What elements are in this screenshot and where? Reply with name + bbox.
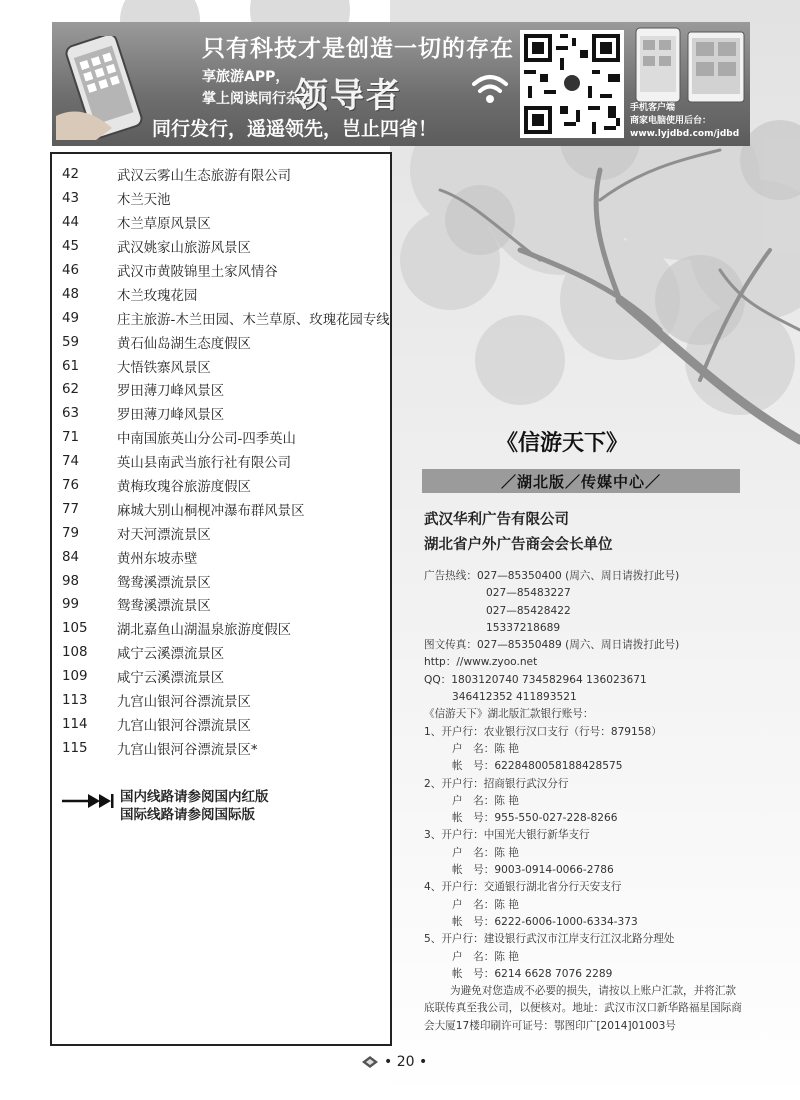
list-item-name: 鸳鸯溪漂流景区 [117, 575, 211, 591]
banner-leader: 领导者 [294, 76, 402, 116]
company-name: 武汉华利广告有限公司 [424, 512, 569, 528]
banner-caption [630, 102, 748, 141]
phone-icon [56, 36, 152, 140]
list-item [52, 617, 390, 641]
list-item-number: 71 [62, 430, 80, 446]
list-item [52, 689, 390, 713]
banner-headline: 只有科技才是创造一切的存在 [202, 36, 514, 62]
list-item-number: 49 [62, 310, 80, 326]
qq-numbers: QQ：1803120740 734582964 136023671 [424, 673, 647, 686]
list-item [52, 712, 390, 736]
list-item-number: 99 [62, 597, 80, 613]
list-item [52, 450, 390, 474]
app-banner[interactable] [52, 22, 750, 146]
bank3-holder: 户 名：陈 艳 [452, 846, 519, 859]
bank4-branch: 4、开户行：交通银行湖北省分行天安支行 [424, 881, 622, 894]
scenic-spot-list [52, 163, 390, 760]
list-item-number: 77 [62, 501, 80, 517]
qq-numbers-2: 346412352 411893521 [452, 691, 577, 704]
list-item [52, 378, 390, 402]
list-item [52, 306, 390, 330]
list-item-number: 98 [62, 573, 80, 589]
list-item-name: 咸宁云溪漂流景区 [117, 647, 225, 663]
list-item-name: 黄石仙岛湖生态度假区 [117, 336, 251, 352]
list-item [52, 736, 390, 760]
bank5-holder: 户 名：陈 艳 [452, 950, 519, 963]
list-item-number: 76 [62, 478, 80, 494]
ad-hotline: 广告热线：027—85350400 (周六、周日请拨打此号) [424, 570, 680, 582]
remittance-notice: 为避免对您造成不必要的损失，请按以上账户汇款，并将汇款底联传真至我公司，以便核对。地址：武汉市汉口新华路福星国际商会大厦17楼印刷许可证号：鄂图印广[2014]01003号 [424, 985, 742, 1032]
list-item-number: 59 [62, 334, 80, 350]
contact-details [424, 568, 746, 1035]
list-item [52, 187, 390, 211]
list-item [52, 330, 390, 354]
list-item [52, 402, 390, 426]
bank5-account: 帐 号：6214 6628 7076 2289 [452, 967, 613, 980]
list-item-name: 武汉云雾山生态旅游有限公司 [117, 169, 292, 185]
caption-backend: 商家电脑使用后台： [630, 116, 712, 126]
list-item-number: 63 [62, 406, 80, 422]
list-item-name: 庄主旅游-木兰田园、木兰草原、玫瑰花园专线 [117, 312, 390, 328]
bank5-branch: 5、开户行：建设银行武汉市江岸支行江汉北路分理处 [424, 933, 675, 946]
list-item-number: 84 [62, 549, 80, 565]
banner-slogan: 同行发行，遥遥领先，岂止四省！ [152, 118, 438, 140]
list-item [52, 569, 390, 593]
list-item-number: 44 [62, 215, 80, 231]
list-item-number: 105 [62, 621, 88, 637]
list-item-name: 英山县南武当旅行社有限公司 [117, 456, 292, 472]
bank4-account: 帐 号：6222-6006-1000-6334-373 [452, 915, 638, 928]
page-number-text: • 20 • [384, 1054, 428, 1070]
list-item [52, 259, 390, 283]
list-item-name: 木兰天池 [117, 193, 171, 209]
bank4-holder: 户 名：陈 艳 [452, 898, 519, 911]
list-item-name: 九宫山银河谷漂流景区 [117, 718, 251, 734]
list-item-number: 109 [62, 669, 88, 685]
bank2-account: 帐 号：955-550-027-228-8266 [452, 812, 618, 825]
qr-code[interactable] [520, 30, 624, 138]
bank3-branch: 3、开户行：中国光大银行新华支行 [424, 829, 590, 842]
fast-forward-arrow-icon [62, 793, 114, 809]
list-item-name: 中南国旅英山分公司-四季英山 [117, 432, 296, 448]
list-item-number: 61 [62, 358, 80, 374]
wifi-icon [470, 72, 510, 104]
website-link[interactable]: http：//www.zyoo.net [424, 656, 538, 669]
bank-accounts-title: 《信游天下》湖北版汇款银行账号： [424, 708, 594, 721]
ad-hotline-3: 027—85428422 [486, 604, 571, 617]
list-item [52, 426, 390, 450]
banner-app-line: 享旅游APP， [202, 69, 290, 85]
route-note [62, 788, 269, 824]
list-item-number: 113 [62, 693, 88, 709]
list-item [52, 545, 390, 569]
list-item [52, 497, 390, 521]
list-item-name: 武汉姚家山旅游风景区 [117, 241, 251, 257]
list-item-number: 62 [62, 382, 80, 398]
list-item [52, 282, 390, 306]
list-item [52, 354, 390, 378]
bank3-account: 帐 号：9003-0914-0066-2786 [452, 864, 614, 877]
list-item-name: 九宫山银河谷漂流景区 [117, 695, 251, 711]
list-item-number: 114 [62, 716, 88, 732]
bank1-account: 帐 号：6228480058188428575 [452, 760, 623, 773]
list-item [52, 641, 390, 665]
list-item-name: 对天河漂流景区 [117, 527, 211, 543]
list-item-number: 43 [62, 191, 80, 207]
list-item-name: 麻城大别山桐枧冲瀑布群风景区 [117, 503, 305, 519]
list-item-name: 湖北嘉鱼山湖温泉旅游度假区 [117, 623, 292, 639]
app-mockups-image [632, 26, 746, 106]
banner-read-line: 掌上阅读同行杂志 [202, 91, 314, 107]
list-item-number: 79 [62, 525, 80, 541]
list-item [52, 665, 390, 689]
page-number [362, 1054, 427, 1070]
bank2-holder: 户 名：陈 艳 [452, 794, 519, 807]
list-item-name: 武汉市黄陂锦里土家风情谷 [117, 265, 278, 280]
list-item [52, 163, 390, 187]
caption-client: 手机客户端 [630, 103, 676, 113]
list-item-number: 46 [62, 263, 80, 278]
list-item [52, 593, 390, 617]
fax-line: 图文传真：027—85350489 (周六、周日请拨打此号) [424, 639, 680, 652]
caption-url[interactable]: www.lyjdbd.com/jdbd [630, 129, 740, 139]
eye-logo-icon [561, 72, 583, 94]
ad-hotline-2: 027—85483227 [486, 587, 571, 600]
list-item-name: 黄州东坡赤壁 [117, 551, 198, 567]
list-item-number: 108 [62, 645, 88, 661]
list-item [52, 474, 390, 498]
list-item-name: 鸳鸯溪漂流景区 [117, 599, 211, 615]
list-item-name: 九宫山银河谷漂流景区* [117, 742, 258, 758]
list-item-name: 木兰草原风景区 [117, 217, 211, 233]
association-title: 湖北省户外广告商会会长单位 [424, 537, 613, 553]
list-item [52, 211, 390, 235]
list-item [52, 235, 390, 259]
list-item-name: 咸宁云溪漂流景区 [117, 671, 225, 687]
magazine-title: 《信游天下》 [496, 431, 629, 456]
list-item-name: 大悟铁寨风景区 [117, 360, 211, 376]
list-item-number: 42 [62, 167, 80, 183]
list-item-number: 45 [62, 239, 80, 255]
bank1-branch: 1、开户行：农业银行汉口支行（行号：879158） [424, 725, 662, 738]
list-item-name: 木兰玫瑰花园 [117, 288, 198, 304]
list-item-name: 黄梅玫瑰谷旅游度假区 [117, 480, 251, 496]
scenic-spot-list-box [50, 152, 392, 1046]
note-domestic: 国内线路请参阅国内红版 [120, 789, 269, 805]
list-item-name: 罗田薄刀峰风景区 [117, 408, 225, 424]
bank2-branch: 2、开户行：招商银行武汉分行 [424, 777, 569, 790]
list-item-number: 48 [62, 286, 80, 302]
note-international: 国际线路请参阅国际版 [120, 807, 255, 823]
list-item-name: 罗田薄刀峰风景区 [117, 384, 225, 400]
ad-hotline-4: 15337218689 [486, 621, 561, 634]
list-item-number: 115 [62, 740, 88, 756]
edition-bar: ／湖北版／传媒中心／ [422, 469, 740, 493]
logo-diamond-icon [362, 1056, 378, 1068]
list-item-number: 74 [62, 454, 80, 470]
bank1-holder: 户 名：陈 艳 [452, 742, 519, 755]
list-item [52, 521, 390, 545]
